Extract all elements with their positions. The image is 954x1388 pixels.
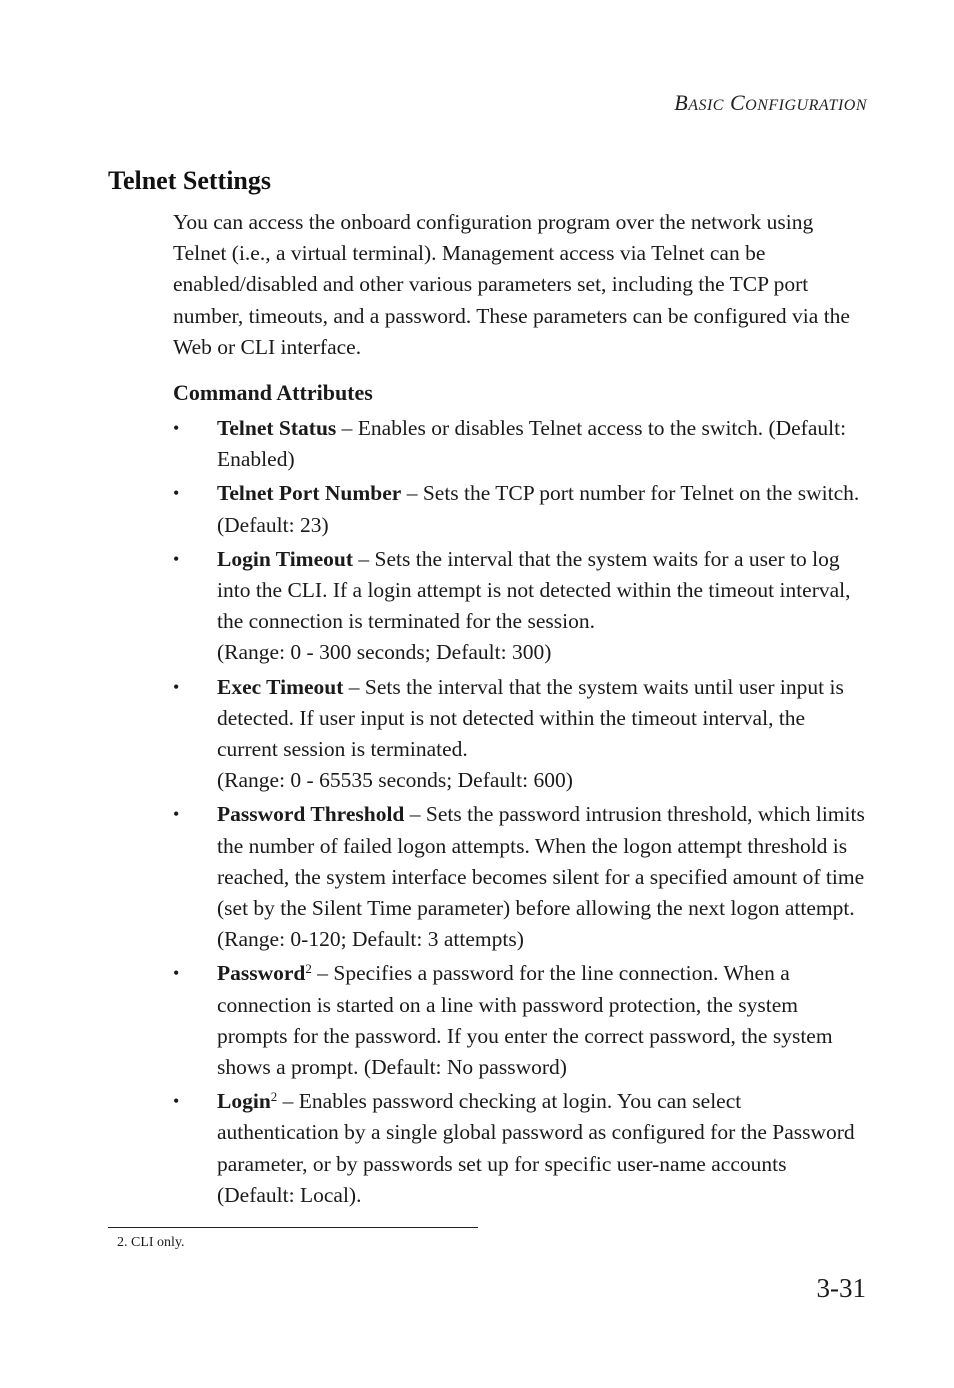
list-item-telnet-status <box>173 413 865 475</box>
section-title: Telnet Settings <box>108 166 271 195</box>
term-password: Password <box>217 961 306 986</box>
range-note: (Range: 0 - 300 seconds; Default: 300) <box>217 640 552 665</box>
term-exec-timeout: Exec Timeout <box>217 674 344 699</box>
list-item-exec-timeout <box>173 672 865 797</box>
list-item-password <box>173 958 865 1083</box>
description: – Sets the TCP port number for Telnet on the switch. (Default: 23) <box>217 481 860 537</box>
list-item-password-threshold <box>173 799 865 955</box>
page-number: 3-31 <box>816 1273 866 1303</box>
footnote-ref: 2 <box>305 961 312 977</box>
description: – Enables or disables Telnet access to the switch. (Default: Enabled) <box>217 416 847 472</box>
bullet: • <box>173 963 180 984</box>
running-header-onfiguration: ONFIGURATION <box>745 97 867 114</box>
running-header-c: C <box>729 90 746 115</box>
term-telnet-status: Telnet Status <box>217 416 337 440</box>
range-note: (Range: 0 - 65535 seconds; Default: 600) <box>217 768 573 793</box>
term-login-timeout: Login Timeout <box>217 546 354 571</box>
footnote-ref: 2 <box>270 1089 278 1105</box>
term-login: Login <box>217 1089 271 1114</box>
bullet: • <box>173 676 180 697</box>
running-header-b: B <box>674 90 689 115</box>
description: – Sets the interval that the system waits until user input is detected. If user input is not detected within the timeout interval, the current session is terminated. <box>217 674 844 762</box>
bullet: • <box>173 804 180 825</box>
description: – Sets the password intrusion threshold, which limits the number of failed logon attempts. When the logon attempt threshold is reached, the system interface becomes silent for a specified amount of time (set by the Silent Time parameter) before allowing the next logon attempt. (Range: 0-120; Default: 3 attempts) <box>217 802 865 952</box>
running-header-asic: ASIC <box>688 97 724 114</box>
intro-paragraph: You can access the onboard configuration program over the network using Telnet (i.e., a virtual terminal). Management access via Telnet can be enabled/disabled and other various parameters set, including the TCP port number, timeouts, and a password. These parameters can be configured via the Web or CLI interface. <box>173 210 850 359</box>
list-item-login <box>173 1086 865 1211</box>
footnote: 2. CLI only. <box>117 1235 185 1250</box>
bullet: • <box>173 1091 180 1112</box>
term-password-threshold: Password Threshold <box>217 802 405 827</box>
running-header <box>674 90 867 116</box>
list-item-telnet-port-number <box>173 478 865 540</box>
term-telnet-port-number: Telnet Port Number <box>217 481 402 506</box>
bullet: • <box>173 548 180 569</box>
list-item-login-timeout <box>173 544 865 669</box>
command-attributes-heading: Command Attributes <box>173 380 373 405</box>
description: – Sets the interval that the system waits for a user to log into the CLI. If a login attempt is not detected within the timeout interval, the connection is terminated for the session. <box>217 546 851 634</box>
footnote-divider <box>108 1227 478 1228</box>
bullet: • <box>173 483 180 504</box>
description: – Enables password checking at login. You can select authentication by a single global password as configured for the Password parameter, or by passwords set up for specific user-name accounts (Default: Local). <box>217 1089 855 1207</box>
bullet: • <box>173 418 180 438</box>
attribute-list <box>173 413 865 1214</box>
description: – Specifies a password for the line connection. When a connection is started on a line with password protection, the system prompts for the password. If you enter the correct password, the system shows a prompt. (Default: No password) <box>217 961 833 1080</box>
